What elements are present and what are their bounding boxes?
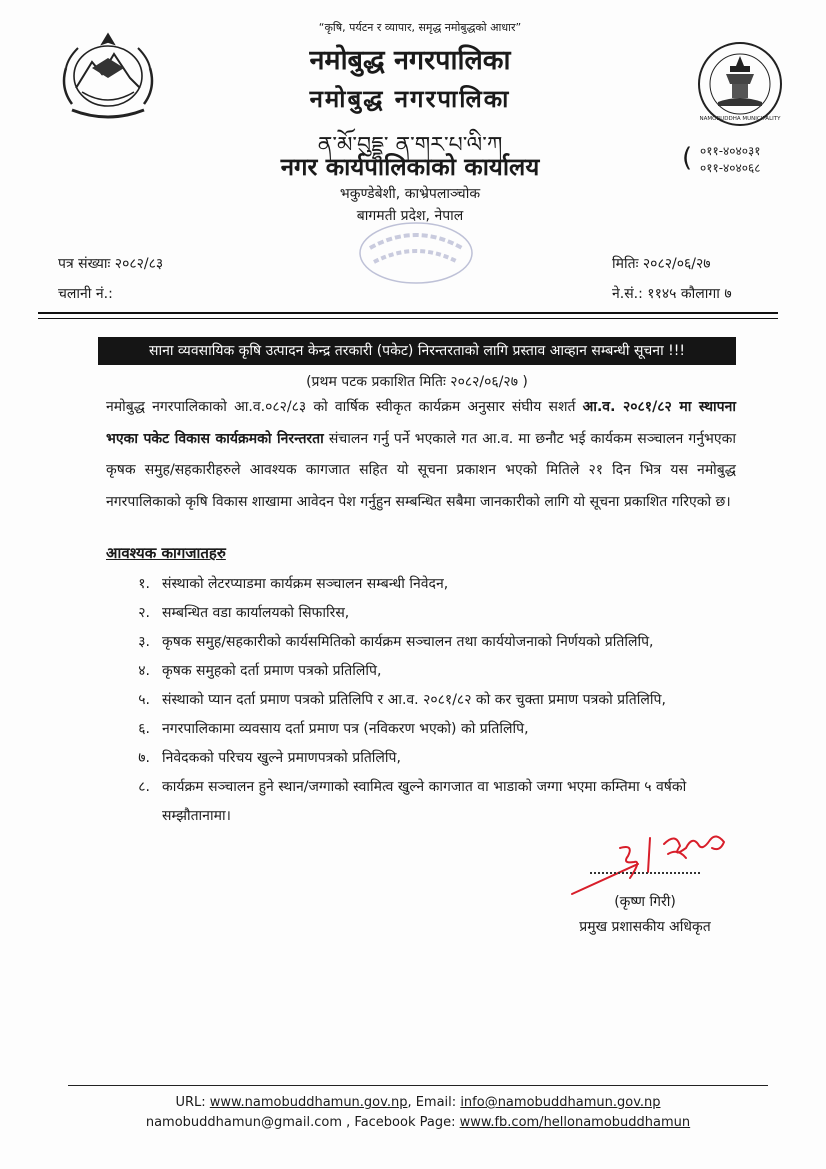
list-item xyxy=(106,570,746,599)
dispatch-number: चलानी नं.: xyxy=(58,286,113,302)
website-link[interactable]: www.namobuddhamun.gov.np xyxy=(209,1095,408,1110)
header-divider xyxy=(38,312,778,314)
list-item-text: कृषक समुह/सहकारीको कार्यसमितिको कार्यक्रम सञ्चालन तथा कार्ययोजनाको निर्णयको प्रतिलिपि, xyxy=(162,634,654,650)
seal-caption: NAMOBUDDHA MUNICIPALITY xyxy=(699,116,781,122)
email-link-primary[interactable]: info@namobuddhamun.gov.np xyxy=(460,1095,661,1110)
list-item-number: २. xyxy=(138,605,150,621)
list-item-number: ३. xyxy=(138,634,150,650)
header-motto: “कृषि, पर्यटन र व्यापार, समृद्ध नमोबुद्धको आधार” xyxy=(318,21,522,34)
letter-date: मितिः २०८२/०६/२७ xyxy=(612,256,711,272)
list-item xyxy=(106,599,746,628)
list-item-text: संस्थाको लेटरप्याडमा कार्यक्रम सञ्चालन सम्बन्धी निवेदन, xyxy=(162,576,449,592)
signatory-title: प्रमुख प्रशासकीय अधिकृत xyxy=(579,919,711,935)
list-item-number: १. xyxy=(138,576,150,592)
list-item-text: संस्थाको प्यान दर्ता प्रमाण पत्रको प्रतिलिपि र आ.व. २०८१/८२ को कर चुक्ता प्रमाण पत्रको प्रतिलिपि, xyxy=(162,692,666,708)
signature-mark xyxy=(568,818,738,900)
address-line-2: बागमती प्रदेश, नेपाल xyxy=(356,208,464,224)
footer-url-label: URL: xyxy=(175,1095,210,1110)
org-name-tibetan: ན་མོ་བུདྡྷ་ ན་གར་པ་ལི་ཀ xyxy=(317,133,503,158)
phone-icon: ( xyxy=(682,143,693,173)
notice-body-emphasis: आ.व. २०८१/८२ मा स्थापना भएका पकेट विकास कार्यक्रमको निरन्तरता xyxy=(106,399,737,447)
list-item-text: कृषक समुहको दर्ता प्रमाण पत्रको प्रतिलिपि, xyxy=(162,663,382,679)
documents-list xyxy=(106,570,746,831)
facebook-link[interactable]: www.fb.com/hellonamobuddhamun xyxy=(459,1115,691,1130)
footer-facebook-label: , Facebook Page: xyxy=(342,1115,460,1130)
list-item xyxy=(106,686,746,715)
list-item-number: ६. xyxy=(138,721,150,737)
list-item-text: निवेदकको परिचय खुल्ने प्रमाणपत्रको प्रतिलिपि, xyxy=(162,750,401,766)
header-divider-thin xyxy=(38,318,778,319)
org-name-newari: नमोबुद्ध नगरपालिका xyxy=(309,85,511,113)
nepal-emblem-logo xyxy=(52,28,164,128)
office-stamp xyxy=(356,218,476,288)
phone-number: ०११-४०४०३१ xyxy=(700,144,761,158)
notice-body xyxy=(106,392,736,518)
office-name: नगर कार्यपालिकाको कार्यालय xyxy=(280,153,540,181)
notice-title: साना व्यवसायिक कृषि उत्पादन केन्द्र तरकारी (पकेट) निरन्तरताको लागि प्रस्ताव आव्हान सम्बन्धी सूचना !!! xyxy=(98,337,736,365)
footer-line-2 xyxy=(68,1113,768,1133)
list-item-text: कार्यक्रम सञ्चालन हुने स्थान/जग्गाको स्वामित्व खुल्ने कागजात वा भाडाको जग्गा भएमा कम्तिमा ५ वर्षको सम्झौतानामा। xyxy=(162,779,687,824)
footer-divider xyxy=(68,1085,768,1086)
footer-line-1 xyxy=(68,1093,768,1113)
list-item xyxy=(106,628,746,657)
documents-heading: आवश्यक कागजातहरु xyxy=(106,544,226,562)
nepal-sambat-date: ने.सं.: ११४५ कौलागा ७ xyxy=(612,286,732,302)
list-item-number: ७. xyxy=(138,750,150,766)
municipality-seal-logo xyxy=(696,40,784,128)
list-item xyxy=(106,744,746,773)
address-line-1: भकुण्डेबेशी, काभ्रेपलाञ्चोक xyxy=(339,186,481,202)
footer-email-label: , Email: xyxy=(407,1095,461,1110)
email-link-secondary[interactable]: namobuddhamun@gmail.com xyxy=(145,1115,343,1130)
list-item-number: ८. xyxy=(138,779,150,795)
org-name-nepali: नमोबुद्ध नगरपालिका xyxy=(309,45,511,76)
list-item-text: सम्बन्धित वडा कार्यालयको सिफारिस, xyxy=(162,605,350,621)
signature-line xyxy=(590,872,700,874)
list-item-text: नगरपालिकामा व्यवसाय दर्ता प्रमाण पत्र (नविकरण भएको) को प्रतिलिपि, xyxy=(162,721,529,737)
list-item xyxy=(106,657,746,686)
list-item-number: ५. xyxy=(138,692,150,708)
notice-body-text: नमोबुद्ध नगरपालिकाको आ.व.०८२/८३ को वार्षिक स्वीकृत कार्यक्रम अनुसार संघीय सशर्त xyxy=(106,399,583,415)
phone-number: ०११-४०४०६८ xyxy=(700,161,761,175)
phone-numbers xyxy=(700,143,761,177)
signatory-name: (कृष्ण गिरी) xyxy=(614,894,676,910)
published-date: (प्रथम पटक प्रकाशित मितिः २०८२/०६/२७ ) xyxy=(306,374,528,390)
list-item-number: ४. xyxy=(138,663,150,679)
reference-number: पत्र संख्याः २०८२/८३ xyxy=(58,256,164,272)
notice-body-text: संचालन गर्नु पर्ने भएकाले गत आ.व. मा छनौट भई कार्यकम सञ्चालन गर्नुभएका कृषक समुह/सहकारीहरुले आवश्यक कागजात सहित यो सूचना प्रकाशन भएको मितिले २१ दिन भित्र यस नमोबुद्ध नगरपालिकाको कृषि विकास शाखामा आवेदन पेश गर्नुहुन सम्बन्धित सबैमा जानकारीको लागि यो सूचना प्रकाशित गरिएको छ। xyxy=(106,430,736,510)
list-item xyxy=(106,715,746,744)
footer-contact xyxy=(68,1093,768,1133)
